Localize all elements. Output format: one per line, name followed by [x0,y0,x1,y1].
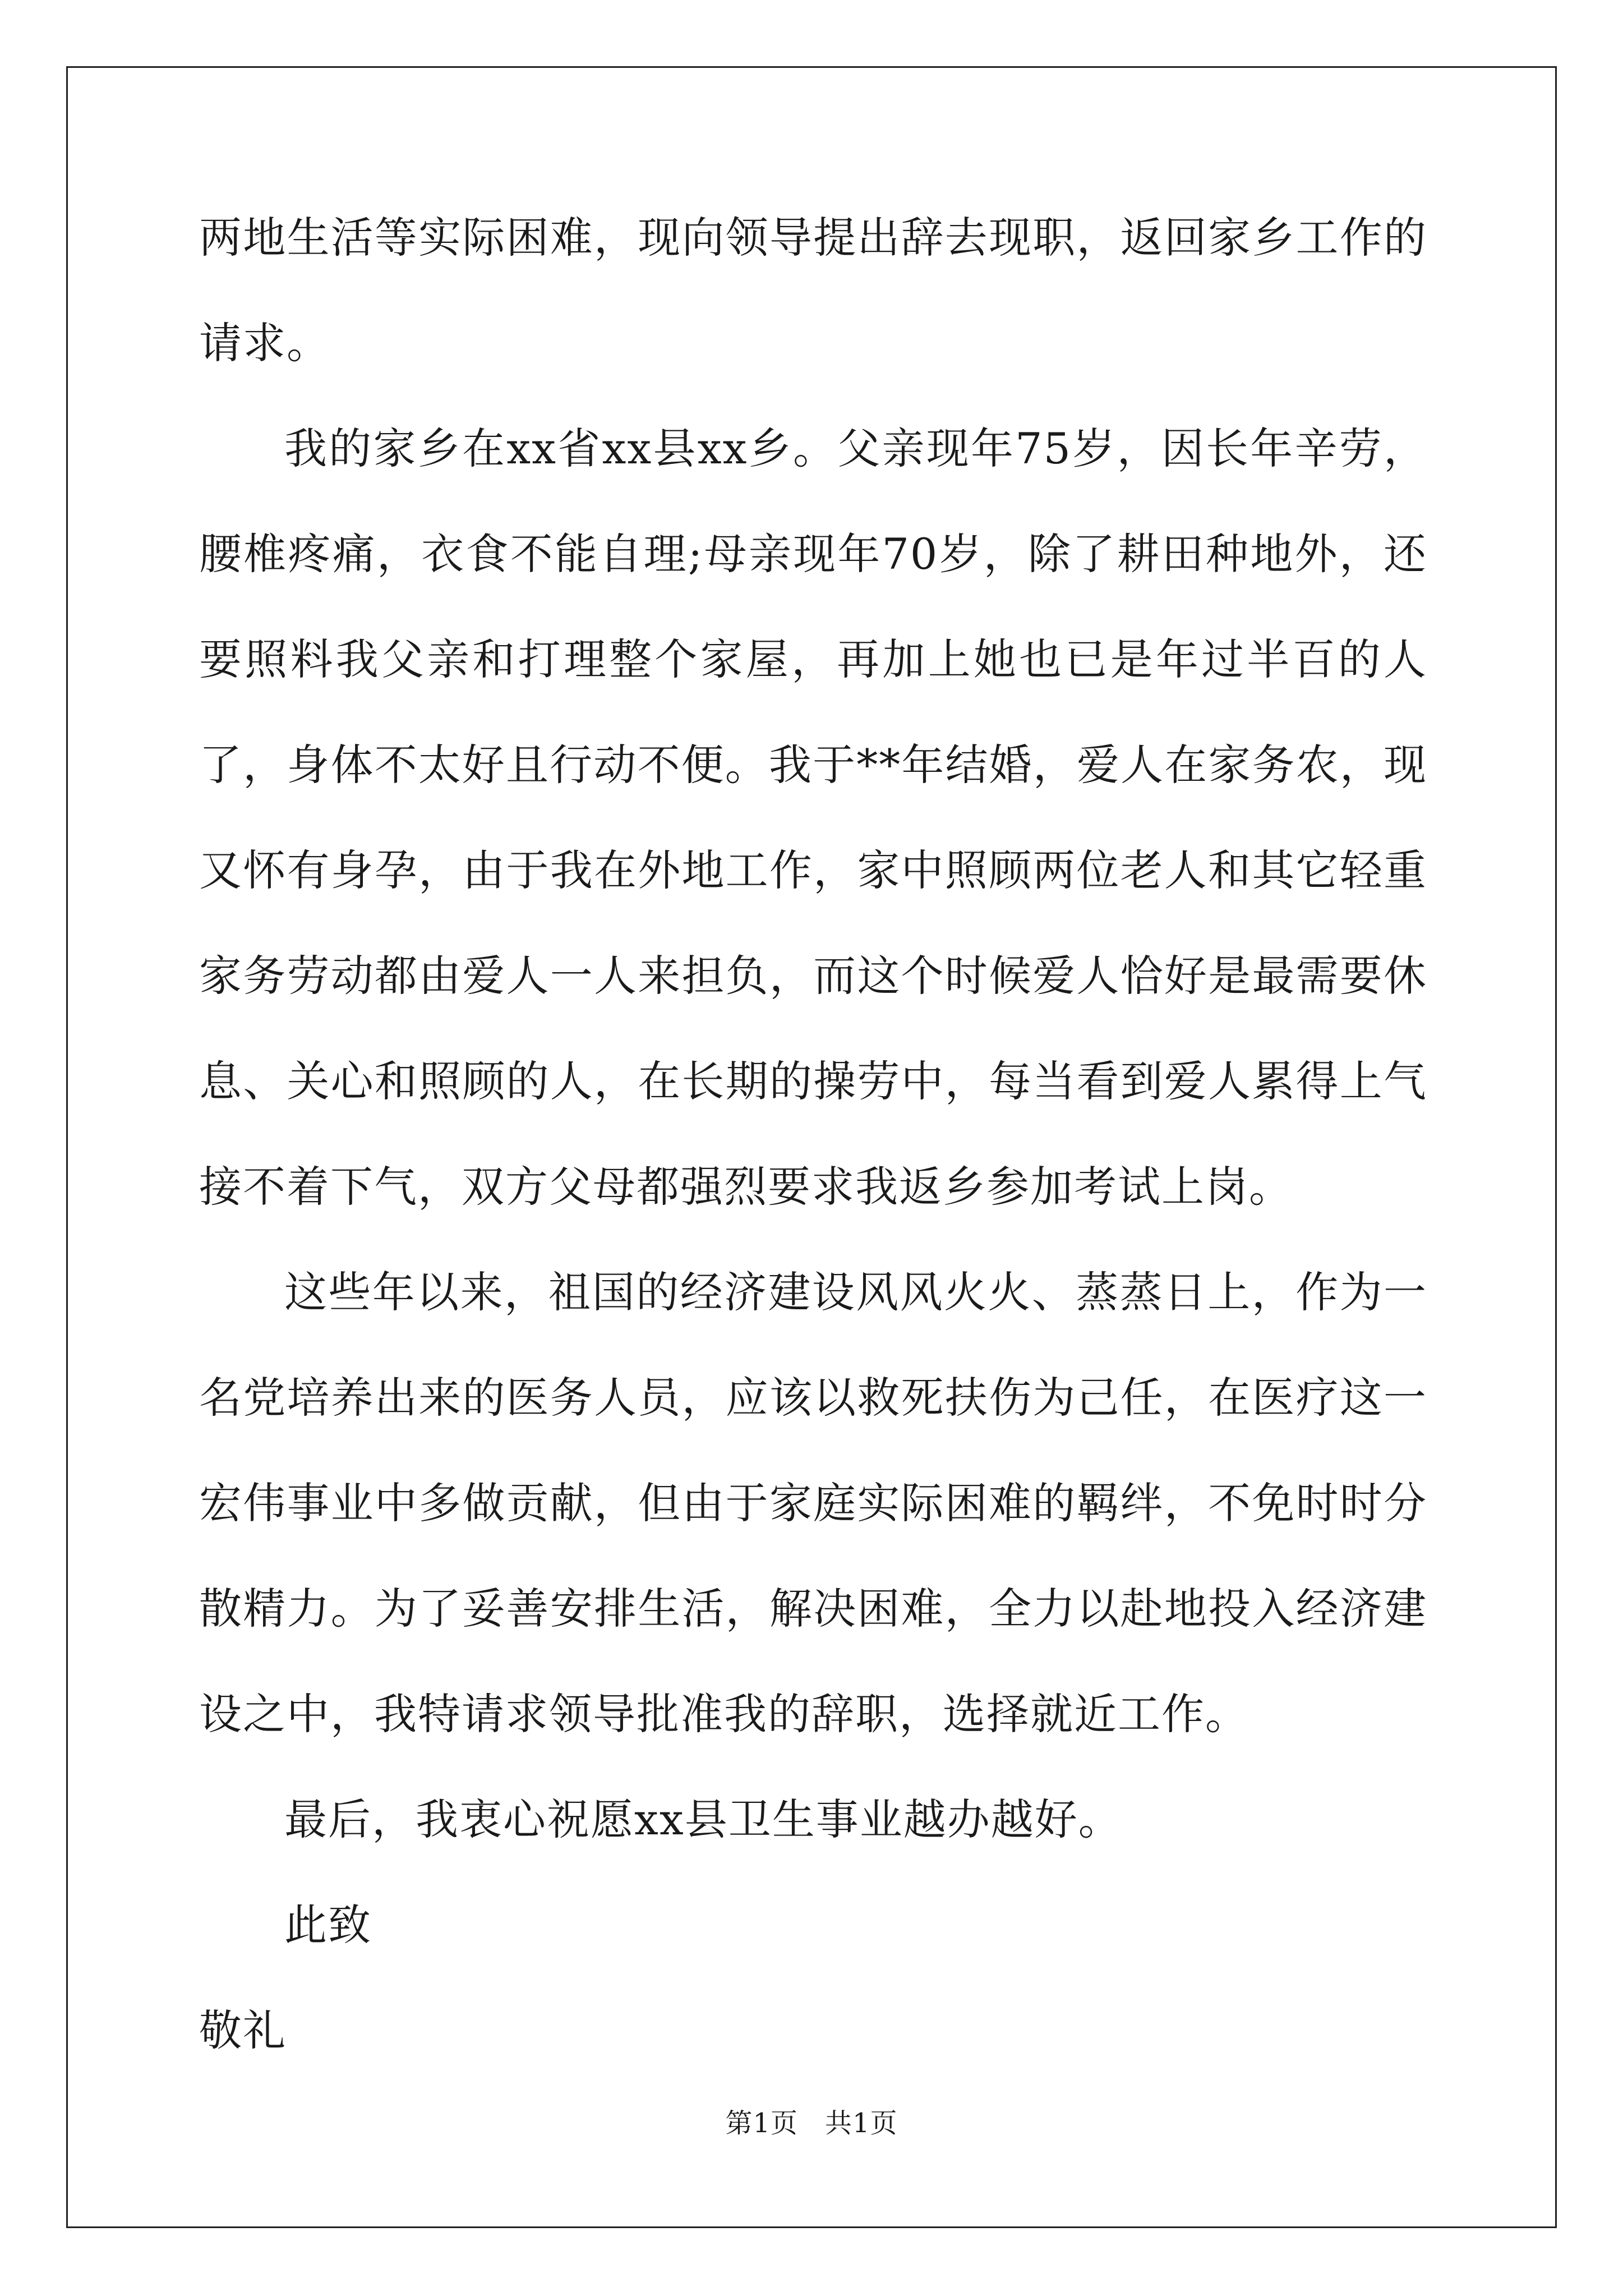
paragraph-1: 两地生活等实际困难，现向领导提出辞去现职，返回家乡工作的请求。 [199,213,1427,368]
closing-line: 此致 [284,1900,372,1950]
page-total: 共1页 [825,2108,898,2139]
salutation-line: 敬礼 [199,2005,287,2055]
letter-body [199,185,1427,2083]
paragraph-2: 我的家乡在xx省xx县xx乡。父亲现年75岁，因长年辛劳，腰椎疼痛，衣食不能自理;母亲现年70岁，除了耕田种地外，还要照料我父亲和打理整个家屋，再加上她也已是年过半百的人了，身体不太好且行动不便。我于**年结婚，爱人在家务农，现又怀有身孕，由于我在外地工作，家中照顾两位老人和其它轻重家务劳动都由爱人一人来担负，而这个时候爱人恰好是最需要休息、关心和照顾的人，在长期的操劳中，每当看到爱人累得上气接不着下气，双方父母都强烈要求我返乡参加考试上岗。 [199,424,1427,1212]
page-footer [0,2106,1623,2140]
page-number: 第1页 [725,2108,798,2139]
paragraph-3: 这些年以来，祖国的经济建设风风火火、蒸蒸日上，作为一名党培养出来的医务人员，应该以救死扶伤为己任，在医疗这一宏伟事业中多做贡献，但由于家庭实际困难的羁绊，不免时时分散精力。为了妥善安排生活，解决困难，全力以赴地投入经济建设之中，我特请求领导批准我的辞职，选择就近工作。 [199,1267,1427,1739]
paragraph-4: 最后，我衷心祝愿xx县卫生事业越办越好。 [284,1795,1122,1844]
